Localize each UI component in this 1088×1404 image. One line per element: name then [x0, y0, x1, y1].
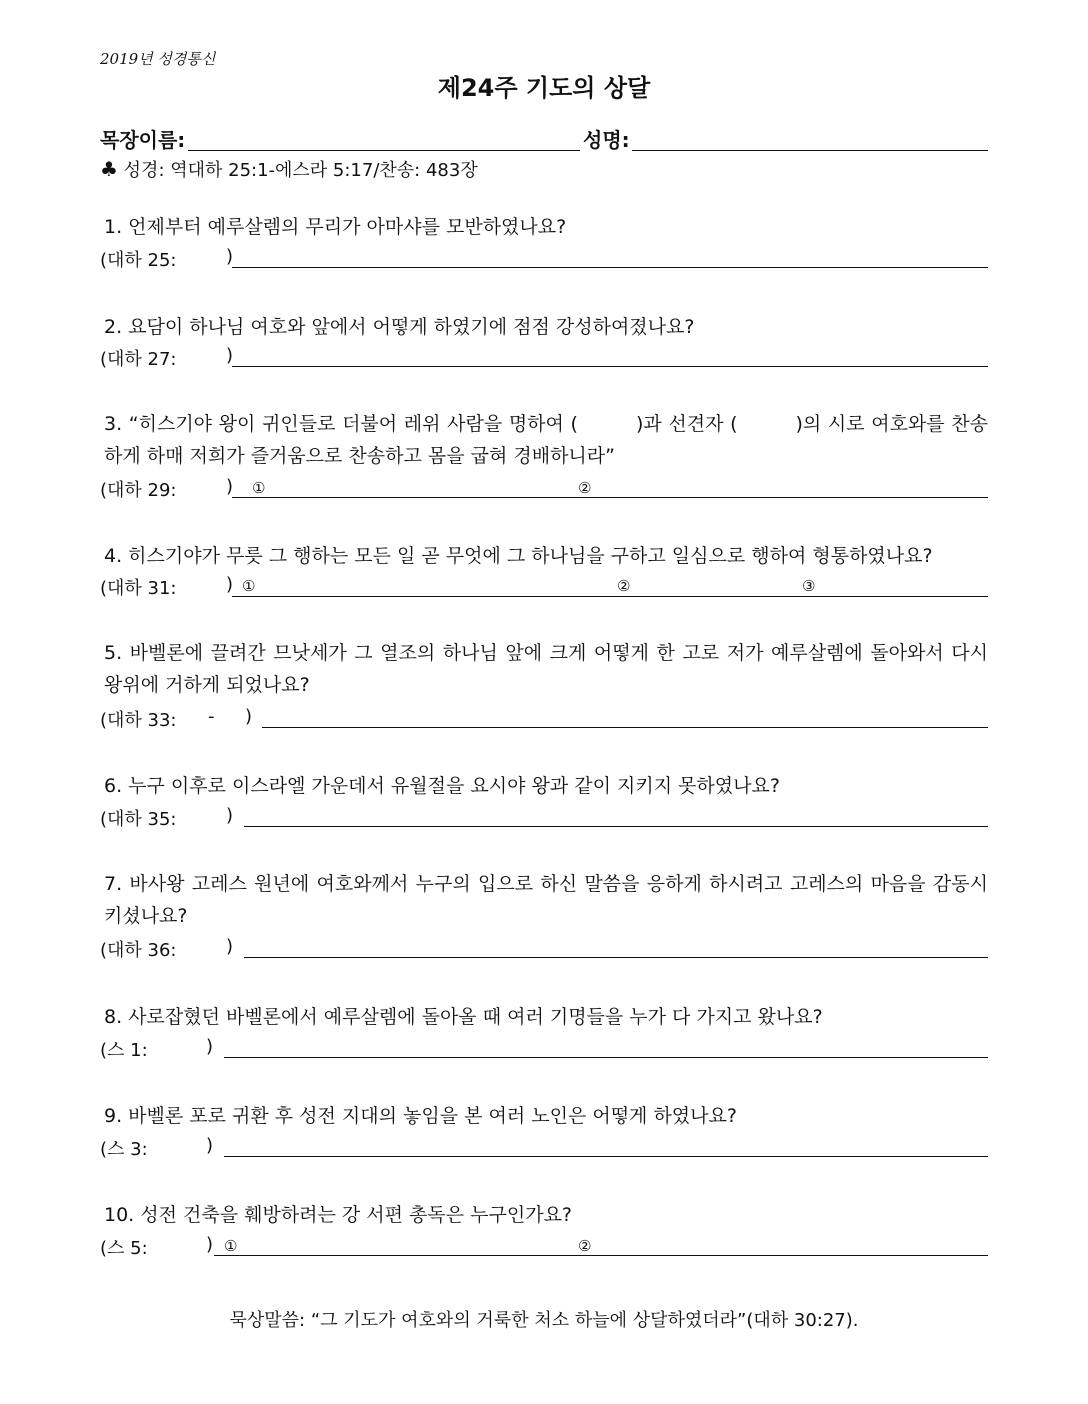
- ref-close-9: ): [206, 1135, 214, 1156]
- answer-line-9[interactable]: [224, 1156, 988, 1157]
- question-3: 3. “히스기야 왕이 귀인들로 더불어 레위 사람을 명하여 ( )과 선견자 ( )의 시로 여호와를 찬송하게 하매 저희가 즐거움으로 찬송하고 몸을 굽혀 경배하니라”: [104, 413, 989, 467]
- scripture-line: [100, 156, 478, 182]
- question-5: 5. 바벨론에 끌려간 므낫세가 그 열조의 하나님 앞에 크게 어떻게 한 고로 저가 예루살렘에 돌아와서 다시 왕위에 거하게 되었나요?: [104, 642, 988, 696]
- ref-close-1: ): [226, 246, 234, 267]
- club-suit-icon: ♣: [100, 157, 118, 181]
- question-1: 1. 언제부터 예루살렘의 무리가 아마샤를 모반하였나요?: [104, 216, 567, 238]
- answer-line-7[interactable]: [244, 957, 988, 958]
- answer-line-10[interactable]: [214, 1255, 988, 1256]
- question-2: 2. 요담이 하나님 여호와 앞에서 어떻게 하였기에 점점 강성하여졌나요?: [104, 316, 695, 338]
- ref-4: (대하 31:: [100, 578, 177, 599]
- ref-dash-5: -: [208, 706, 215, 727]
- ref-2: (대하 27:: [100, 349, 177, 370]
- answer-line-6[interactable]: [244, 826, 988, 827]
- ref-close-7: ): [226, 936, 234, 957]
- meditation-verse: 묵상말씀: “그 기도가 여호와의 거룩한 처소 하늘에 상달하였더라”(대하 30:27).: [229, 1310, 859, 1331]
- ref-10: (스 5:: [100, 1238, 148, 1259]
- ref-8: (스 1:: [100, 1040, 148, 1061]
- answer-marker-4-2: ②: [617, 577, 631, 595]
- ref-close-5: ): [245, 706, 253, 727]
- ref-close-2: ): [226, 345, 234, 366]
- page-title: 제24주 기도의 상달: [437, 74, 651, 102]
- answer-line-4[interactable]: [232, 596, 988, 597]
- answer-marker-10-1: ①: [224, 1237, 238, 1255]
- answer-marker-3-2: ②: [578, 479, 592, 497]
- question-9: 9. 바벨론 포로 귀환 후 성전 지대의 놓임을 본 여러 노인은 어떻게 하였나요?: [104, 1105, 737, 1127]
- answer-marker-4-3: ③: [802, 577, 816, 595]
- answer-marker-3-1: ①: [252, 479, 266, 497]
- ref-close-3: ): [226, 476, 234, 497]
- ref-close-6: ): [226, 805, 234, 826]
- ref-7: (대하 36:: [100, 940, 177, 961]
- leader-name-label: 목장이름:: [100, 128, 186, 152]
- question-10: 10. 성전 건축을 훼방하려는 강 서편 총독은 누구인가요?: [104, 1204, 573, 1226]
- ref-close-8: ): [206, 1036, 214, 1057]
- leader-name-field[interactable]: [188, 150, 580, 151]
- question-4: 4. 히스기야가 무릇 그 행하는 모든 일 곧 무엇에 그 하나님을 구하고 일심으로 행하여 형통하였나요?: [104, 545, 933, 567]
- answer-line-1[interactable]: [232, 267, 988, 268]
- ref-close-4: ): [226, 574, 234, 595]
- answer-marker-4-1: ①: [242, 577, 256, 595]
- question-6: 6. 누구 이후로 이스라엘 가운데서 유월절을 요시야 왕과 같이 지키지 못하였나요?: [104, 775, 780, 797]
- student-name-field[interactable]: [632, 150, 988, 151]
- answer-line-5[interactable]: [262, 727, 988, 728]
- answer-line-8[interactable]: [224, 1057, 988, 1058]
- ref-9: (스 3:: [100, 1139, 148, 1160]
- question-8: 8. 사로잡혔던 바벨론에서 예루살렘에 돌아올 때 여러 기명들을 누가 다 가지고 왔나요?: [104, 1006, 823, 1028]
- ref-5: (대하 33:: [100, 710, 177, 731]
- ref-3: (대하 29:: [100, 480, 177, 501]
- answer-line-3[interactable]: [232, 497, 988, 498]
- answer-line-2[interactable]: [232, 366, 988, 367]
- ref-1: (대하 25:: [100, 250, 177, 271]
- answer-marker-10-2: ②: [578, 1237, 592, 1255]
- header-tag: 2019년 성경통신: [100, 50, 216, 68]
- question-7: 7. 바사왕 고레스 원년에 여호와께서 누구의 입으로 하신 말씀을 응하게 하시려고 고레스의 마음을 감동시키셨나요?: [104, 873, 988, 927]
- ref-6: (대하 35:: [100, 809, 177, 830]
- ref-close-10: ): [206, 1234, 214, 1255]
- student-name-label: 성명:: [583, 128, 630, 152]
- scripture-text: 성경: 역대하 25:1-에스라 5:17/찬송: 483장: [123, 160, 478, 181]
